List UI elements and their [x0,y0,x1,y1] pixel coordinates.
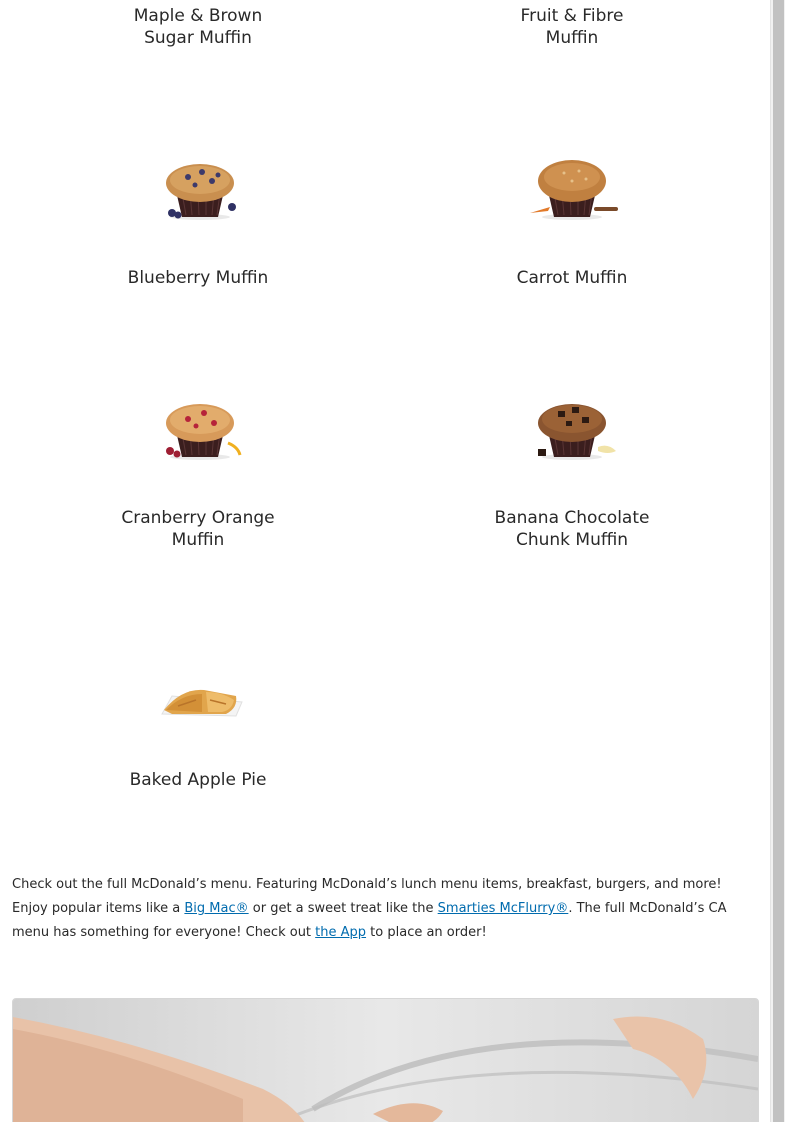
menu-item-baked-apple-pie[interactable] [48,769,348,791]
menu-item-fruit-fibre-muffin[interactable] [422,5,722,49]
smarties-mcflurry-link[interactable]: Smarties McFlurry® [437,901,569,916]
menu-item-name: Banana Chocolate Chunk Muffin [494,508,650,550]
menu-item-name: Maple & Brown Sugar Muffin [133,6,263,48]
scrollbar-thumb[interactable] [773,0,784,1122]
app-link[interactable]: the App [315,925,367,940]
menu-item-name: Carrot Muffin [516,268,628,288]
menu-item-cranberry-orange-muffin[interactable] [48,507,348,551]
menu-item-carrot-muffin[interactable] [422,267,722,289]
menu-item-name: Cranberry Orange Muffin [121,508,275,550]
cranberry-orange-muffin-image[interactable] [152,393,248,463]
menu-item-banana-chocolate-chunk-muffin[interactable] [422,507,722,551]
menu-item-name: Blueberry Muffin [127,268,269,288]
menu-item-maple-brown-sugar-muffin[interactable] [48,5,348,49]
menu-description: Check out the full McDonald’s menu. Featuring McDonald’s lunch menu items, breakfast, burgers, and more! Enjoy popular items like a Big Mac® or get a sweet treat like the Smarties McFlurry®. The full McDonald’s CA menu has something for everyone! Check out the App to place an order! [12,877,727,940]
hero-baking-photo [12,998,759,1122]
blueberry-muffin-image[interactable] [152,153,248,223]
big-mac-link[interactable]: Big Mac® [184,901,249,916]
menu-item-name: Baked Apple Pie [129,770,267,790]
banana-chocolate-muffin-image[interactable] [524,393,620,463]
menu-item-blueberry-muffin[interactable] [48,267,348,289]
carrot-muffin-image[interactable] [524,153,620,223]
vertical-scrollbar[interactable] [770,0,785,1122]
menu-item-name: Fruit & Fibre Muffin [520,6,624,48]
baked-apple-pie-image[interactable] [152,670,248,740]
